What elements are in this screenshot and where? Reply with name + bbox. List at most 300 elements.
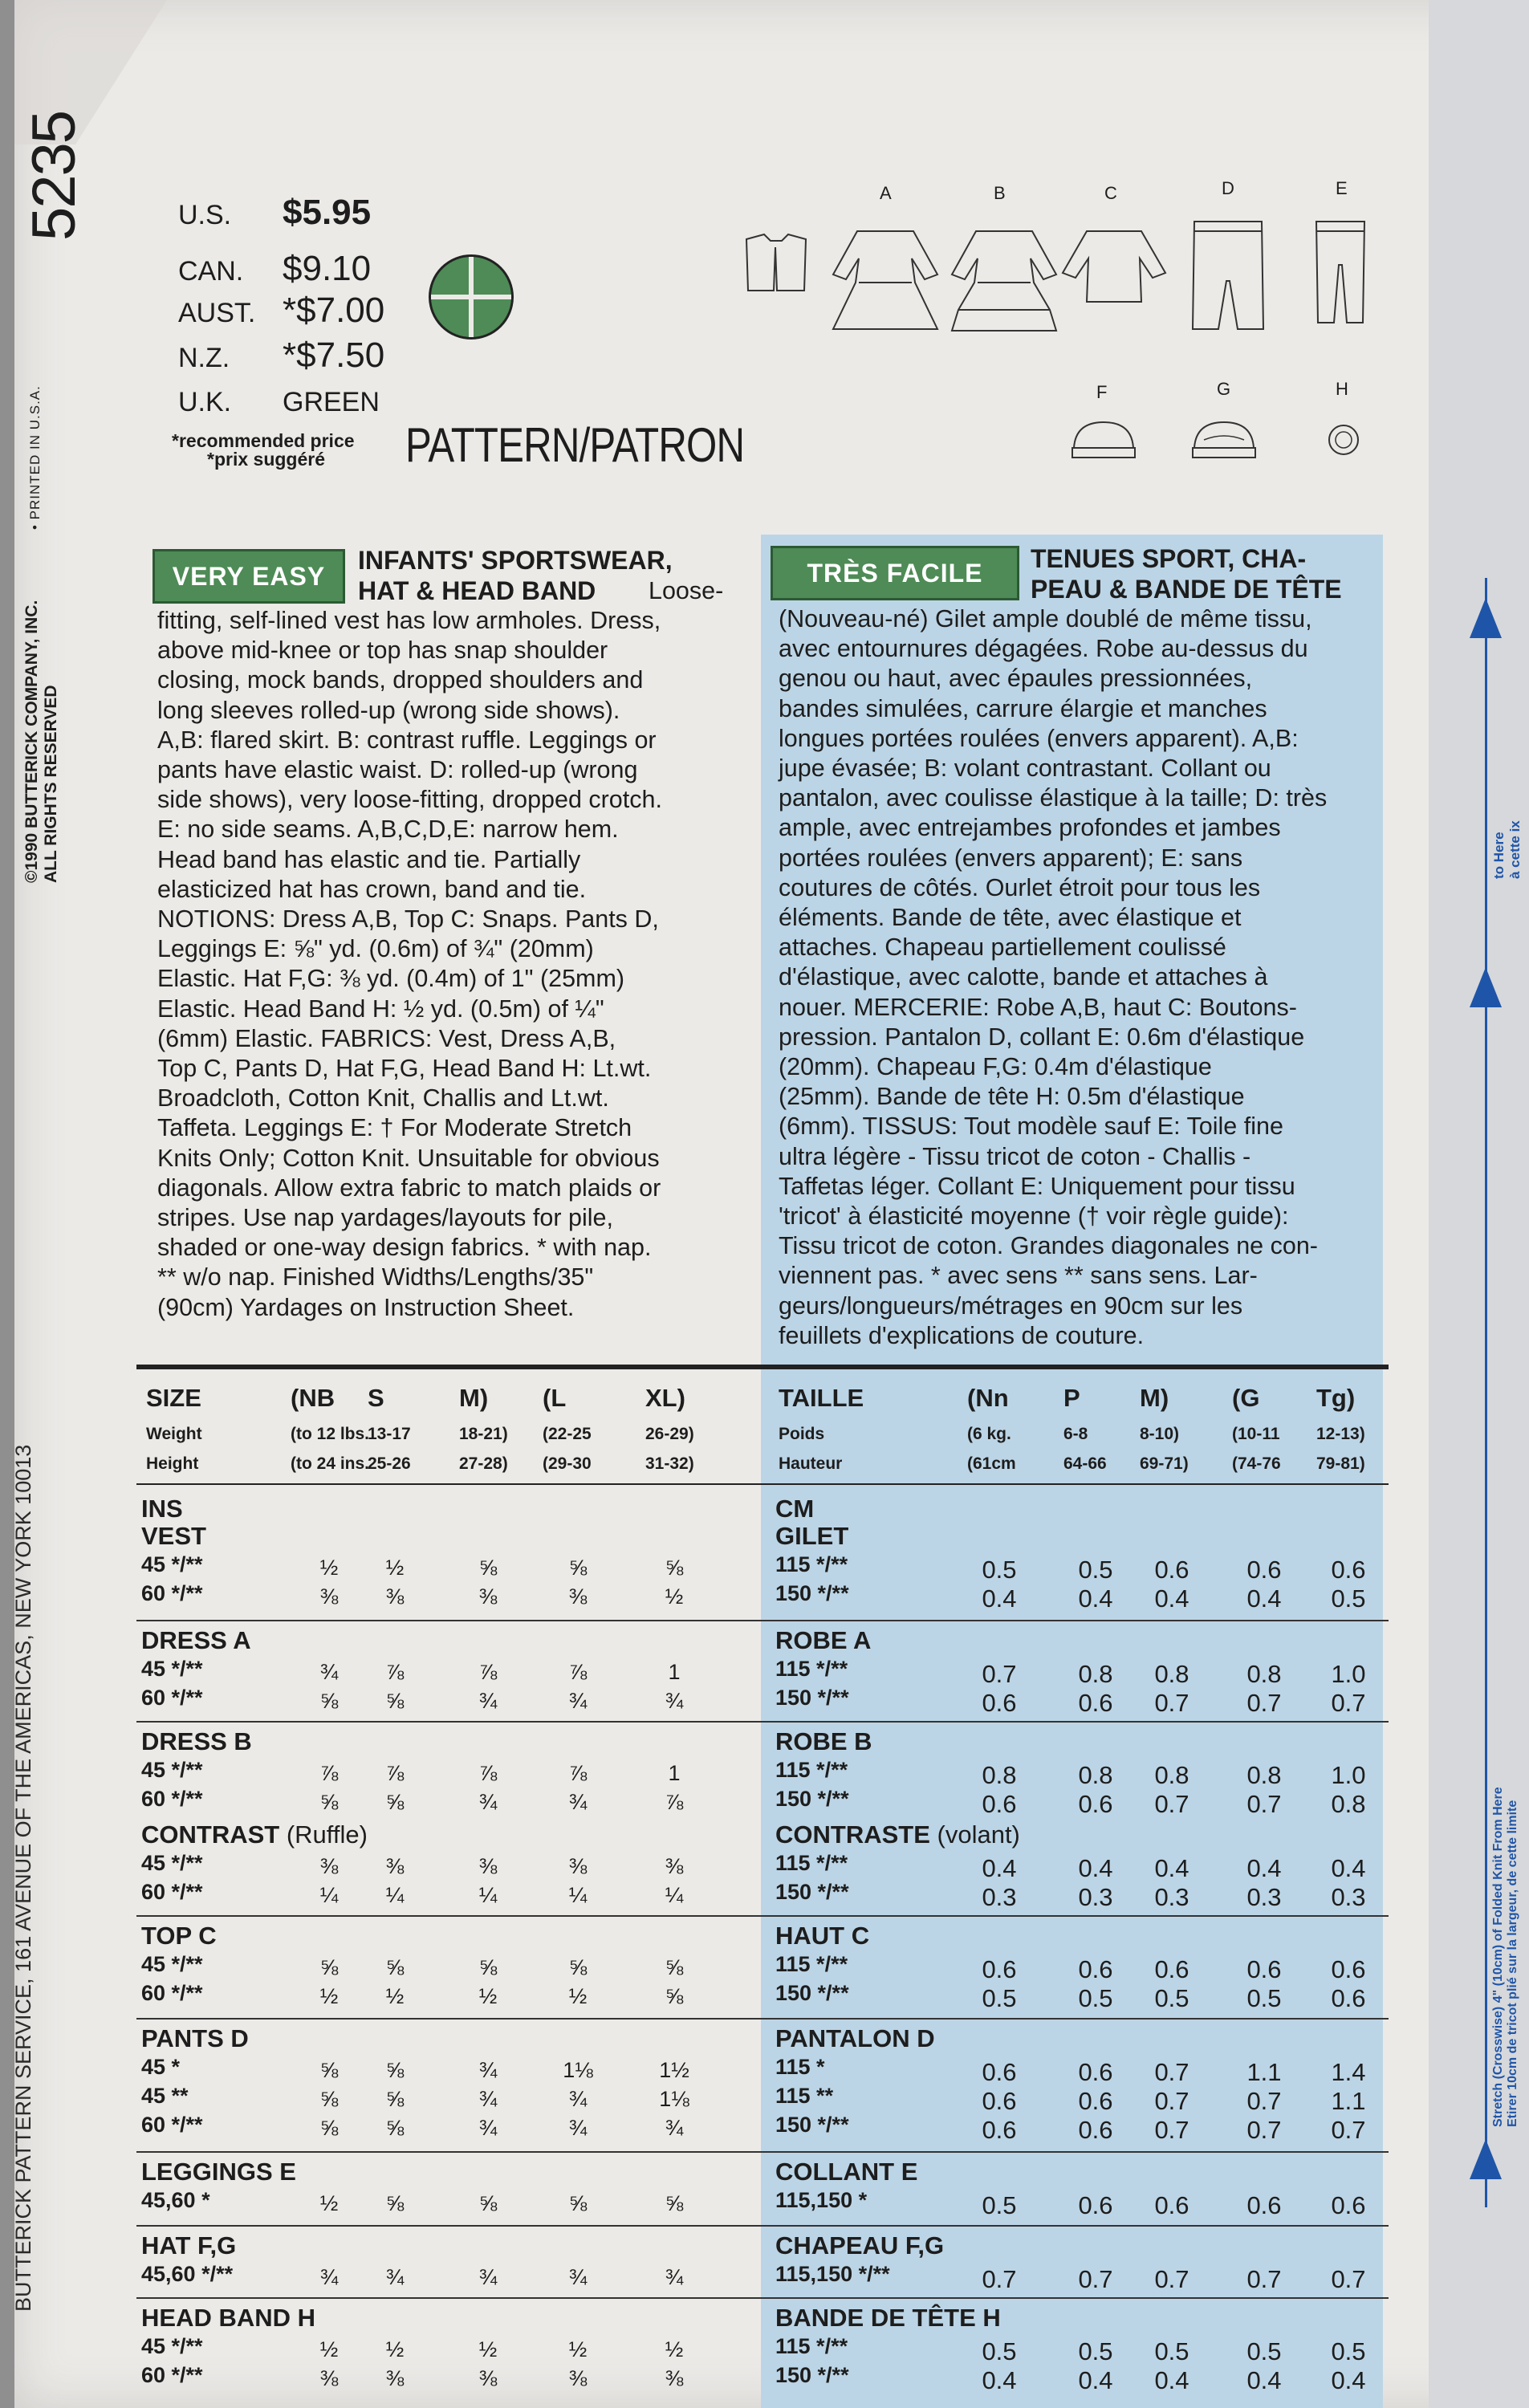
view-letter: G: [1217, 379, 1231, 399]
yardage-inches: 1⅛: [563, 2058, 593, 2082]
yardage-inches: ⅝: [319, 2058, 339, 2082]
yardage-inches: ¾: [665, 2265, 684, 2289]
french-desc-line: nouer. MERCERIE: Robe A,B, haut C: Boutons-: [779, 993, 1297, 1021]
group-name: GILET: [775, 1522, 849, 1550]
size-group-en: [141, 1820, 368, 1849]
size-heading: (G: [1232, 1384, 1260, 1412]
french-title-line: TENUES SPORT, CHA-: [1031, 544, 1307, 573]
yardage-inches: ¾: [478, 2058, 498, 2082]
yardage-inches: ⅝: [568, 1955, 588, 1979]
yardage-inches: ¼: [385, 1883, 405, 1907]
size-heading: (Nn: [967, 1384, 1009, 1412]
group-name: DRESS B: [141, 1727, 252, 1755]
yardage-inches: ½: [665, 2337, 684, 2361]
fabric-width-fr: 150 */**: [775, 1787, 849, 1811]
group-name: CONTRASTE: [775, 1820, 930, 1849]
hat-g-drawing-icon: [1188, 416, 1260, 464]
size-heading: XL): [645, 1384, 685, 1412]
french-desc-line: Taffetas léger. Collant E: Uniquement pour tissu: [779, 1172, 1295, 1200]
group-name: CHAPEAU F,G: [775, 2231, 945, 2260]
yardage-meters: 0.6: [982, 1955, 1017, 1983]
yardage-meters: 0.4: [1154, 2366, 1189, 2394]
yardage-inches: ⅝: [319, 1955, 339, 1979]
recommended-price-note: [172, 432, 355, 469]
size-heading: M): [1140, 1384, 1169, 1412]
height-value: 27-28): [459, 1454, 508, 1473]
top-c-drawing-icon: [1058, 226, 1170, 307]
yardage-meters: 0.5: [982, 2191, 1017, 2219]
stretch-gauge-line: [1485, 578, 1487, 2207]
weight-value: 13-17: [368, 1425, 411, 1443]
english-desc-line: Leggings E: ⅝" yd. (0.6m) of ¾" (20mm): [157, 935, 594, 963]
yardage-meters: 0.8: [1331, 1790, 1366, 1818]
english-title-tail: Loose-: [649, 577, 724, 604]
fabric-width-fr: 150 */**: [775, 1880, 849, 1904]
yardage-inches: ¾: [319, 2265, 339, 2289]
yardage-inches: ⅞: [478, 1761, 498, 1785]
weight-label: Poids: [779, 1425, 825, 1443]
size-group-fr: [775, 2231, 944, 2260]
yardage-meters: 0.3: [1246, 1883, 1282, 1911]
pants-d-drawing-icon: [1188, 217, 1268, 337]
price-amount: *$7.00: [283, 291, 385, 330]
french-desc-line: genou ou haut, avec épaules pressionnées,: [779, 665, 1253, 693]
weight-value: 12-13): [1316, 1425, 1365, 1443]
yardage-meters: 0.8: [1078, 1660, 1113, 1688]
fabric-width-en: 45 */**: [141, 1952, 203, 1976]
view-letter: F: [1096, 382, 1108, 402]
yardage-meters: 0.7: [1246, 2087, 1282, 2115]
yardage-inches: ⅝: [478, 1556, 498, 1580]
yardage-inches: ⅝: [319, 2116, 339, 2140]
yardage-meters: 0.7: [1154, 1689, 1189, 1717]
price-label: U.K.: [178, 387, 232, 417]
weight-label: Weight: [146, 1425, 202, 1443]
view-letter: C: [1104, 183, 1117, 203]
yardage-inches: ⅝: [665, 2191, 684, 2215]
english-desc-line: elasticized hat has crown, band and tie.: [157, 875, 587, 903]
yardage-inches: ⅞: [568, 1761, 588, 1785]
size-group-fr: [775, 2304, 1001, 2333]
group-name: PANTS D: [141, 2024, 249, 2052]
group-rule: [136, 1620, 1389, 1621]
yardage-meters: 0.7: [1331, 1689, 1366, 1717]
table-top-rule: [136, 1365, 1389, 1369]
yardage-inches: ¼: [478, 1883, 498, 1907]
height-value: 69-71): [1140, 1454, 1189, 1473]
yardage-inches: ¾: [478, 1689, 498, 1713]
french-desc-line: coutures de côtés. Ourlet étroit pour tous les: [779, 873, 1261, 901]
yardage-inches: ⅝: [319, 2087, 339, 2111]
size-group-en: [141, 2304, 315, 2333]
group-rule: [136, 2018, 1389, 2020]
yardage-meters: 0.6: [1154, 1955, 1189, 1983]
vest-drawing-icon: [740, 231, 812, 295]
yardage-meters: 0.6: [982, 1790, 1017, 1818]
gauge-arrow-icon: [1466, 594, 1506, 642]
english-desc-line: stripes. Use nap yardages/layouts for pile,: [157, 1204, 613, 1231]
gauge-text-line: to Here: [1491, 832, 1507, 879]
yardage-meters: 0.3: [1154, 1883, 1189, 1911]
catalog-number: 5235: [20, 111, 88, 241]
yardage-inches: ⅝: [385, 1689, 405, 1713]
green-crosshair-icon: [429, 254, 514, 340]
yardage-inches: ⅝: [568, 2191, 588, 2215]
french-desc-line: bandes simulées, carrure élargie et manches: [779, 694, 1267, 722]
english-desc-line: side shows), very loose-fitting, dropped crotch.: [157, 786, 662, 814]
size-group-en: [141, 2158, 296, 2186]
group-rule: [136, 1721, 1389, 1723]
weight-value: 6-8: [1063, 1425, 1088, 1443]
view-letter: A: [880, 183, 892, 203]
yardage-meters: 0.8: [1154, 1761, 1189, 1789]
size-heading: S: [368, 1384, 384, 1412]
yardage-inches: ½: [478, 1984, 498, 2008]
yardage-inches: ⅜: [385, 1584, 405, 1609]
yardage-inches: ¾: [568, 1790, 588, 1814]
printed-in: • PRINTED IN U.S.A.: [27, 385, 43, 530]
yardage-meters: 0.5: [1246, 1984, 1282, 2012]
yardage-inches: ⅝: [665, 1556, 684, 1580]
yardage-meters: 0.6: [1078, 1790, 1113, 1818]
french-desc-line: jupe évasée; B: volant contrastant. Collant ou: [779, 755, 1271, 782]
yardage-inches: ¾: [568, 2087, 588, 2111]
head-band-h-drawing-icon: [1320, 417, 1368, 461]
group-name: ROBE B: [775, 1727, 872, 1755]
fabric-width-en: 45 *: [141, 2055, 181, 2079]
yardage-meters: 0.5: [982, 1984, 1017, 2012]
price-uk: [178, 387, 380, 418]
size-group-en: [141, 1727, 252, 1756]
yardage-inches: ½: [319, 2337, 339, 2361]
size-group-fr: [775, 1522, 848, 1551]
french-desc-line: geurs/longueurs/métrages en 90cm sur les: [779, 1291, 1243, 1320]
yardage-inches: ⅝: [319, 1790, 339, 1814]
size-heading: (L: [543, 1384, 567, 1412]
yardage-meters: 0.6: [1246, 2191, 1282, 2219]
weight-value: 8-10): [1140, 1425, 1180, 1443]
view-letter: B: [994, 183, 1006, 203]
fabric-width-fr: 115 */**: [775, 2334, 848, 2358]
yardage-inches: ⅜: [665, 1854, 684, 1878]
yardage-meters: 0.5: [1078, 2337, 1113, 2365]
height-value: 31-32): [645, 1454, 694, 1473]
price-label: CAN.: [178, 256, 244, 287]
size-group-en: [141, 2231, 236, 2260]
fabric-width-en: 45 */**: [141, 2334, 203, 2358]
yardage-inches: 1: [668, 1761, 681, 1785]
yardage-inches: ⅝: [385, 2058, 405, 2082]
french-desc-line: pression. Pantalon D, collant E: 0.6m d'élastique: [779, 1023, 1305, 1051]
fabric-width-fr: 115 */**: [775, 1758, 848, 1782]
yardage-inches: ⅜: [568, 1584, 588, 1609]
price-aust: [178, 291, 384, 331]
fabric-width-fr: 115 */**: [775, 1952, 848, 1976]
yardage-meters: 0.4: [1246, 1584, 1282, 1613]
fabric-width-en: 45,60 *: [141, 2188, 210, 2212]
gauge-arrow-icon: [1466, 963, 1506, 1011]
yardage-meters: 0.6: [982, 2116, 1017, 2144]
group-name: ROBE A: [775, 1626, 872, 1654]
fabric-width-en: 60 */**: [141, 1686, 203, 1710]
fabric-width-fr: 150 */**: [775, 1581, 849, 1605]
group-rule: [136, 2151, 1389, 2153]
yardage-meters: 0.4: [1078, 1584, 1113, 1613]
english-desc-line: above mid-knee or top has snap shoulder: [157, 637, 608, 665]
english-title-line: HAT & HEAD BAND: [358, 576, 596, 605]
yardage-inches: ½: [319, 2191, 339, 2215]
size-group-en: [141, 1922, 217, 1950]
group-rule: [136, 1915, 1389, 1917]
fabric-width-en: 60 */**: [141, 1787, 203, 1811]
english-title-line: INFANTS' SPORTSWEAR,: [358, 546, 673, 575]
unit-label: INS: [141, 1495, 183, 1523]
yardage-meters: 0.6: [1331, 2191, 1366, 2219]
recommended-price-en: *recommended price: [172, 430, 355, 451]
french-desc-line: longues portées roulées (envers apparent). A,B:: [779, 724, 1299, 752]
english-desc-line: A,B: flared skirt. B: contrast ruffle. Leggings or: [157, 726, 657, 754]
size-heading: (NB: [291, 1384, 335, 1412]
french-desc-line: d'élastique, avec calotte, bande et attaches à: [779, 963, 1268, 991]
yardage-meters: 0.7: [982, 1660, 1017, 1688]
yardage-meters: 0.6: [1078, 2191, 1113, 2219]
yardage-inches: ⅜: [478, 1854, 498, 1878]
fabric-width-fr: 115 */**: [775, 1657, 848, 1681]
yardage-meters: 0.6: [1078, 1689, 1113, 1717]
gauge-text-upper: [1491, 820, 1523, 879]
yardage-inches: ⅝: [385, 2191, 405, 2215]
english-desc-line: Top C, Pants D, Hat F,G, Head Band H: Lt.wt.: [157, 1055, 652, 1082]
yardage-meters: 0.7: [1331, 2265, 1366, 2293]
yardage-inches: ⅞: [665, 1790, 684, 1814]
french-desc-line: Tissu tricot de coton. Grandes diagonales ne con-: [779, 1232, 1318, 1260]
size-group-fr: [775, 2024, 935, 2053]
group-name: PANTALON D: [775, 2024, 935, 2052]
fabric-width-fr: 115 */**: [775, 1552, 848, 1576]
yardage-inches: ½: [568, 2337, 588, 2361]
yardage-inches: ½: [319, 1556, 339, 1580]
english-desc-line: ** w/o nap. Finished Widths/Lengths/35": [157, 1263, 594, 1291]
yardage-inches: ½: [568, 1984, 588, 2008]
yardage-inches: ½: [665, 1584, 684, 1609]
yardage-meters: 0.6: [982, 2087, 1017, 2115]
yardage-inches: ⅜: [385, 2366, 405, 2390]
english-desc-line: Broadcloth, Cotton Knit, Challis and Lt.wt.: [157, 1084, 609, 1112]
dress-a-drawing-icon: [825, 226, 945, 339]
english-desc-line: long sleeves rolled-up (wrong side shows).: [157, 696, 620, 724]
fabric-width-fr: 115,150 */**: [775, 2262, 890, 2286]
english-desc-line: (90cm) Yardages on Instruction Sheet.: [157, 1293, 575, 1321]
price-amount: $5.95: [283, 193, 372, 232]
size-group-fr: [775, 1922, 869, 1950]
yardage-inches: 1½: [659, 2058, 689, 2082]
size-heading: P: [1063, 1384, 1080, 1412]
price-can: [178, 249, 371, 289]
french-desc-line: (25mm). Bande de tête H: 0.5m d'élastique: [779, 1083, 1245, 1111]
yardage-meters: 0.6: [1078, 1955, 1113, 1983]
french-desc-line: éléments. Bande de tête, avec élastique et: [779, 904, 1242, 931]
yardage-meters: 0.6: [1246, 1955, 1282, 1983]
yardage-meters: 0.8: [1154, 1660, 1189, 1688]
yardage-inches: ½: [478, 2337, 498, 2361]
yardage-meters: 0.7: [1246, 1790, 1282, 1818]
yardage-inches: ⅞: [478, 1660, 498, 1684]
yardage-meters: 0.5: [1331, 1584, 1366, 1613]
gauge-arrow-icon: [1466, 2135, 1506, 2183]
price-label: U.S.: [178, 200, 232, 230]
group-note: (Ruffle): [286, 1820, 368, 1849]
english-desc-line: Elastic. Hat F,G: ⅜ yd. (0.4m) of 1" (25mm): [157, 965, 625, 993]
price-label: N.Z.: [178, 343, 230, 373]
yardage-inches: ⅞: [385, 1660, 405, 1684]
very-easy-badge: VERY EASY: [152, 549, 345, 604]
fabric-width-en: 60 */**: [141, 1880, 203, 1904]
yardage-inches: ⅝: [665, 1955, 684, 1979]
yardage-meters: 0.7: [1154, 2265, 1189, 2293]
gauge-text-lower: [1491, 1787, 1520, 2127]
yardage-meters: 0.5: [1078, 1984, 1113, 2012]
yardage-meters: 0.4: [1246, 1854, 1282, 1882]
pattern-label: PATTERN/PATRON: [405, 418, 745, 472]
yardage-meters: 0.4: [1246, 2366, 1282, 2394]
french-desc-line: ultra légère - Tissu tricot de coton - Challis -: [779, 1142, 1251, 1170]
fabric-width-en: 60 */**: [141, 1981, 203, 2005]
yardage-meters: 1.4: [1331, 2058, 1366, 2086]
yardage-meters: 0.7: [1331, 2116, 1366, 2144]
yardage-inches: ⅝: [478, 2191, 498, 2215]
english-desc-line: (6mm) Elastic. FABRICS: Vest, Dress A,B,: [157, 1024, 616, 1052]
english-desc-line: Head band has elastic and tie. Partially: [157, 845, 581, 873]
table-header-size: SIZE: [146, 1384, 201, 1412]
view-letter: E: [1336, 178, 1348, 198]
french-desc-line: (20mm). Chapeau F,G: 0.4m d'élastique: [779, 1053, 1212, 1080]
french-desc-line: ample, avec entrejambes profondes et jambes: [779, 814, 1281, 842]
yardage-inches: ½: [385, 1556, 405, 1580]
yardage-inches: ⅜: [568, 2366, 588, 2390]
height-label: Hauteur: [779, 1454, 843, 1473]
english-desc-line: closing, mock bands, dropped shoulders and: [157, 666, 644, 694]
yardage-inches: 1: [668, 1660, 681, 1684]
size-group-en: [141, 2024, 249, 2053]
english-desc-line: fitting, self-lined vest has low armholes. Dress,: [157, 607, 661, 634]
group-name: TOP C: [141, 1922, 217, 1950]
fabric-width-fr: 115 **: [775, 2084, 834, 2108]
yardage-inches: ¼: [319, 1883, 339, 1907]
yardage-inches: ¾: [319, 1660, 339, 1684]
english-desc-line: diagonals. Allow extra fabric to match plaids or: [157, 1173, 661, 1202]
french-desc-line: (Nouveau-né) Gilet ample doublé de même tissu,: [779, 605, 1312, 633]
group-rule: [136, 2225, 1389, 2227]
yardage-inches: ⅜: [319, 1854, 339, 1878]
yardage-meters: 0.3: [1078, 1883, 1113, 1911]
french-desc-line: portées roulées (envers apparent); E: sans: [779, 844, 1243, 872]
yardage-inches: ⅜: [568, 1854, 588, 1878]
size-heading: Tg): [1316, 1384, 1356, 1412]
yardage-inches: ¾: [665, 1689, 684, 1713]
size-group-fr: [775, 1626, 871, 1655]
copyright-line: ALL RIGHTS RESERVED: [42, 685, 60, 883]
yardage-meters: 0.3: [1331, 1883, 1366, 1911]
fabric-width-fr: 150 */**: [775, 2363, 849, 2387]
yardage-meters: 1.1: [1331, 2087, 1366, 2115]
yardage-meters: 0.6: [982, 1689, 1017, 1717]
yardage-meters: 0.7: [1246, 2116, 1282, 2144]
fabric-width-fr: 115 */**: [775, 1851, 848, 1875]
yardage-inches: ¾: [478, 2116, 498, 2140]
yardage-meters: 0.8: [1078, 1761, 1113, 1789]
recommended-price-fr: *prix suggéré: [207, 449, 325, 470]
english-desc-line: NOTIONS: Dress A,B, Top C: Snaps. Pants D,: [157, 905, 659, 933]
weight-value: (to 12 lbs.: [291, 1425, 370, 1443]
group-name: DRESS A: [141, 1626, 251, 1654]
yardage-inches: ⅜: [478, 2366, 498, 2390]
price-label: AUST.: [178, 298, 256, 328]
yardage-meters: 0.5: [982, 2337, 1017, 2365]
yardage-meters: 0.4: [1154, 1584, 1189, 1613]
yardage-meters: 0.6: [1154, 2191, 1189, 2219]
group-name: VEST: [141, 1522, 206, 1550]
fabric-width-fr: 115,150 *: [775, 2188, 868, 2212]
yardage-inches: ¼: [665, 1883, 684, 1907]
yardage-inches: ⅝: [478, 1955, 498, 1979]
size-group-en: [141, 1626, 251, 1655]
yardage-meters: 0.7: [1154, 1790, 1189, 1818]
yardage-meters: 0.6: [1331, 1984, 1366, 2012]
size-group-en: [141, 1522, 206, 1551]
yardage-inches: ½: [385, 2337, 405, 2361]
yardage-meters: 0.7: [1154, 2116, 1189, 2144]
yardage-meters: 0.6: [1078, 2058, 1113, 2086]
english-desc-line: shaded or one-way design fabrics. * with nap.: [157, 1234, 652, 1262]
price-amount: *$7.50: [283, 336, 385, 375]
leggings-e-drawing-icon: [1308, 217, 1372, 329]
yardage-inches: 1⅛: [659, 2087, 689, 2111]
fabric-width-fr: 150 */**: [775, 1981, 849, 2005]
group-name: LEGGINGS E: [141, 2158, 296, 2186]
yardage-meters: 0.7: [1078, 2265, 1113, 2293]
yardage-meters: 0.7: [1246, 2265, 1282, 2293]
fabric-width-en: 45 */**: [141, 1851, 203, 1875]
yardage-meters: 0.6: [1078, 2116, 1113, 2144]
table-header-rule: [136, 1483, 1389, 1485]
yardage-meters: 0.7: [1154, 2087, 1189, 2115]
dress-b-drawing-icon: [944, 226, 1064, 339]
yardage-inches: ¼: [568, 1883, 588, 1907]
fabric-width-en: 60 */**: [141, 1581, 203, 1605]
english-desc-line: Taffeta. Leggings E: † For Moderate Stretch: [157, 1114, 632, 1142]
yardage-inches: ¾: [568, 2265, 588, 2289]
yardage-meters: 0.5: [1154, 1984, 1189, 2012]
size-heading: M): [459, 1384, 489, 1412]
yardage-meters: 0.6: [1078, 2087, 1113, 2115]
yardage-inches: ⅝: [385, 1955, 405, 1979]
group-name: HAUT C: [775, 1922, 870, 1950]
yardage-meters: 0.4: [982, 2366, 1017, 2394]
group-name: HEAD BAND H: [141, 2304, 315, 2332]
tres-facile-badge: TRÈS FACILE: [771, 546, 1019, 600]
yardage-inches: ½: [385, 1984, 405, 2008]
yardage-inches: ½: [319, 1984, 339, 2008]
fabric-width-en: 60 */**: [141, 2363, 203, 2387]
yardage-meters: 0.5: [982, 1556, 1017, 1584]
fabric-width-en: 45 */**: [141, 1552, 203, 1576]
yardage-inches: ⅞: [319, 1761, 339, 1785]
yardage-meters: 0.5: [1154, 2337, 1189, 2365]
height-value: 64-66: [1063, 1454, 1107, 1473]
yardage-meters: 0.6: [1331, 1955, 1366, 1983]
fabric-width-en: 60 */**: [141, 2113, 203, 2137]
height-label: Height: [146, 1454, 199, 1473]
